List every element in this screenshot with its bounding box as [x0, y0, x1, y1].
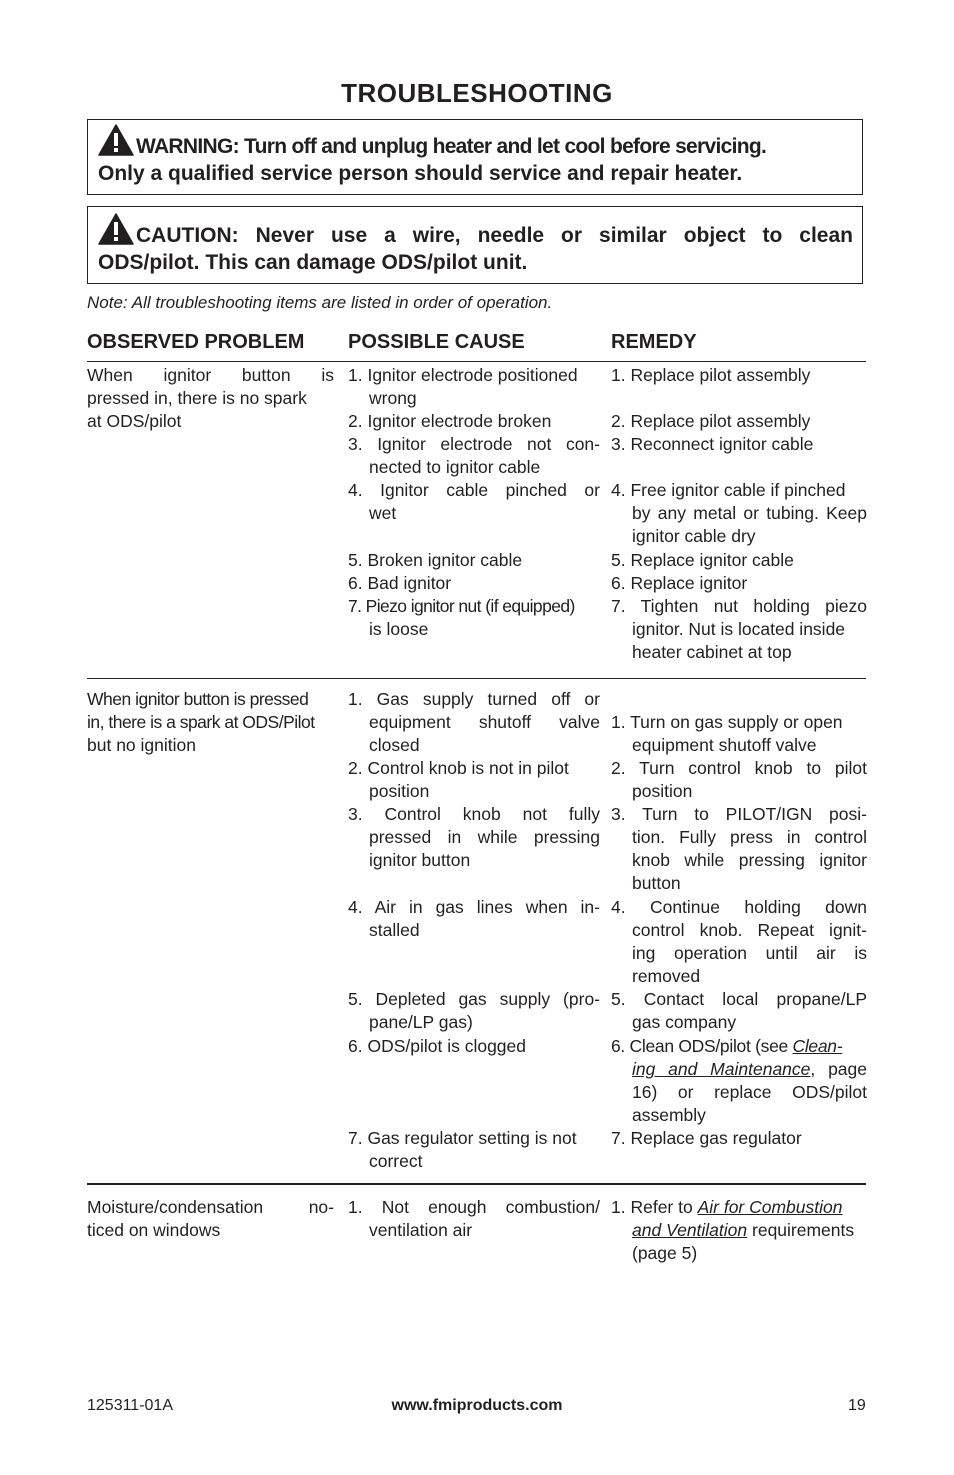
problem-cell [87, 364, 334, 433]
remedy-item: 1. Refer to Air for Combustion and Ventilation requirements (page 5) [611, 1197, 855, 1263]
air-for-combustion-link-cont[interactable]: and Ventilation [632, 1220, 748, 1240]
remedy-item: 2. Turn control knob to pilot position [611, 758, 867, 801]
cause-item: 2. Ignitor electrode broken [348, 411, 552, 431]
row-divider [87, 1183, 866, 1185]
warning-line-1: WARNING: Turn off and unplug heater and let cool before servicing. [136, 135, 767, 158]
doc-number: 125311-01A [87, 1397, 173, 1414]
cause-item: 1. Not enough combustion/ ventilation air [348, 1197, 600, 1240]
cause-item: 3. Ignitor electrode not con- nected to ignitor cable [348, 434, 600, 477]
problem-text: When ignitor button is [87, 365, 334, 385]
problem-text: in, there is a spark at ODS/Pilot [87, 712, 315, 732]
remedy-item: 3. Turn to PILOT/IGN posi- tion. Fully press in control knob while pressing ignitor button [611, 804, 867, 893]
cause-item: 6. ODS/pilot is clogged [348, 1036, 527, 1056]
remedy-item: 2. Replace pilot assembly [611, 411, 811, 431]
cause-item: 2. Control knob is not in pilot position [348, 758, 569, 801]
warning-box [87, 119, 863, 195]
cause-item: 7. Piezo ignitor nut (if equipped) is loose [348, 596, 575, 639]
remedy-item: 1. Replace pilot assembly [611, 365, 811, 385]
cause-item: 5. Depleted gas supply (pro- pane/LP gas) [348, 989, 600, 1032]
remedy-item: 7. Replace gas regulator [611, 1128, 802, 1148]
problem-cell [87, 1196, 334, 1242]
caution-line-1: CAUTION: Never use a wire, needle or similar object to clean [136, 224, 853, 247]
remedy-item: 4. Free ignitor cable if pinched by any metal or tubing. Keep ignitor cable dry [611, 480, 867, 546]
cleaning-maintenance-link[interactable]: Clean- [792, 1036, 843, 1056]
problem-text: pressed in, there is no spark [87, 388, 307, 408]
warning-triangle-icon [98, 124, 134, 156]
cause-item: 1. Ignitor electrode positioned wrong [348, 365, 578, 408]
remedy-item: 6. Replace ignitor [611, 573, 748, 593]
remedy-item: 3. Reconnect ignitor cable [611, 434, 814, 454]
column-header-cause: POSSIBLE CAUSE [348, 331, 525, 353]
website-url[interactable]: www.fmiproducts.com [391, 1397, 563, 1414]
cleaning-maintenance-link-cont[interactable]: ing and Maintenance [632, 1059, 811, 1079]
remedy-item: 5. Contact local propane/LP gas company [611, 989, 867, 1032]
air-for-combustion-link[interactable]: Air for Combustion [697, 1197, 843, 1217]
cause-item: 4. Ignitor cable pinched or wet [348, 480, 600, 523]
cause-item: 6. Bad ignitor [348, 573, 452, 593]
remedy-item: 1. Turn on gas supply or open equipment shutoff valve [611, 712, 843, 755]
remedy-item: 4. Continue holding down control knob. Repeat ignit- ing operation until air is removed [611, 897, 867, 986]
cause-item: 5. Broken ignitor cable [348, 550, 523, 570]
page-title: TROUBLESHOOTING [341, 78, 613, 108]
remedy-item: 7. Tighten nut holding piezo ignitor. Nut is located inside heater cabinet at top [611, 596, 867, 662]
problem-text: at ODS/pilot [87, 411, 182, 431]
row-divider [87, 678, 866, 679]
problem-cell [87, 688, 334, 757]
problem-text: but no ignition [87, 735, 196, 755]
column-header-problem: OBSERVED PROBLEM [87, 331, 305, 353]
remedy-item: 5. Replace ignitor cable [611, 550, 794, 570]
header-divider [87, 361, 866, 362]
problem-text: ticed on windows [87, 1220, 221, 1240]
note: Note: All troubleshooting items are listed in order of operation. [87, 293, 553, 312]
column-header-remedy: REMEDY [611, 331, 697, 353]
caution-line-2: ODS/pilot. This can damage ODS/pilot unit. [98, 251, 528, 274]
caution-triangle-icon [98, 213, 134, 245]
cause-item: 4. Air in gas lines when in- stalled [348, 897, 600, 940]
cause-item: 3. Control knob not fully pressed in while pressing ignitor button [348, 804, 600, 870]
problem-text: Moisture/condensation no- [87, 1197, 334, 1217]
warning-line-2: Only a qualified service person should service and repair heater. [98, 162, 743, 185]
cause-item: 1. Gas supply turned off or equipment shutoff valve closed [348, 689, 600, 755]
page-number: 19 [848, 1397, 866, 1414]
caution-box [87, 206, 863, 284]
cause-item: 7. Gas regulator setting is not correct [348, 1128, 577, 1171]
remedy-item: 6. Clean ODS/pilot (see Clean- ing and Maintenance, page 16) or replace ODS/pilot assembly [611, 1036, 867, 1125]
problem-text: When ignitor button is pressed [87, 689, 309, 709]
